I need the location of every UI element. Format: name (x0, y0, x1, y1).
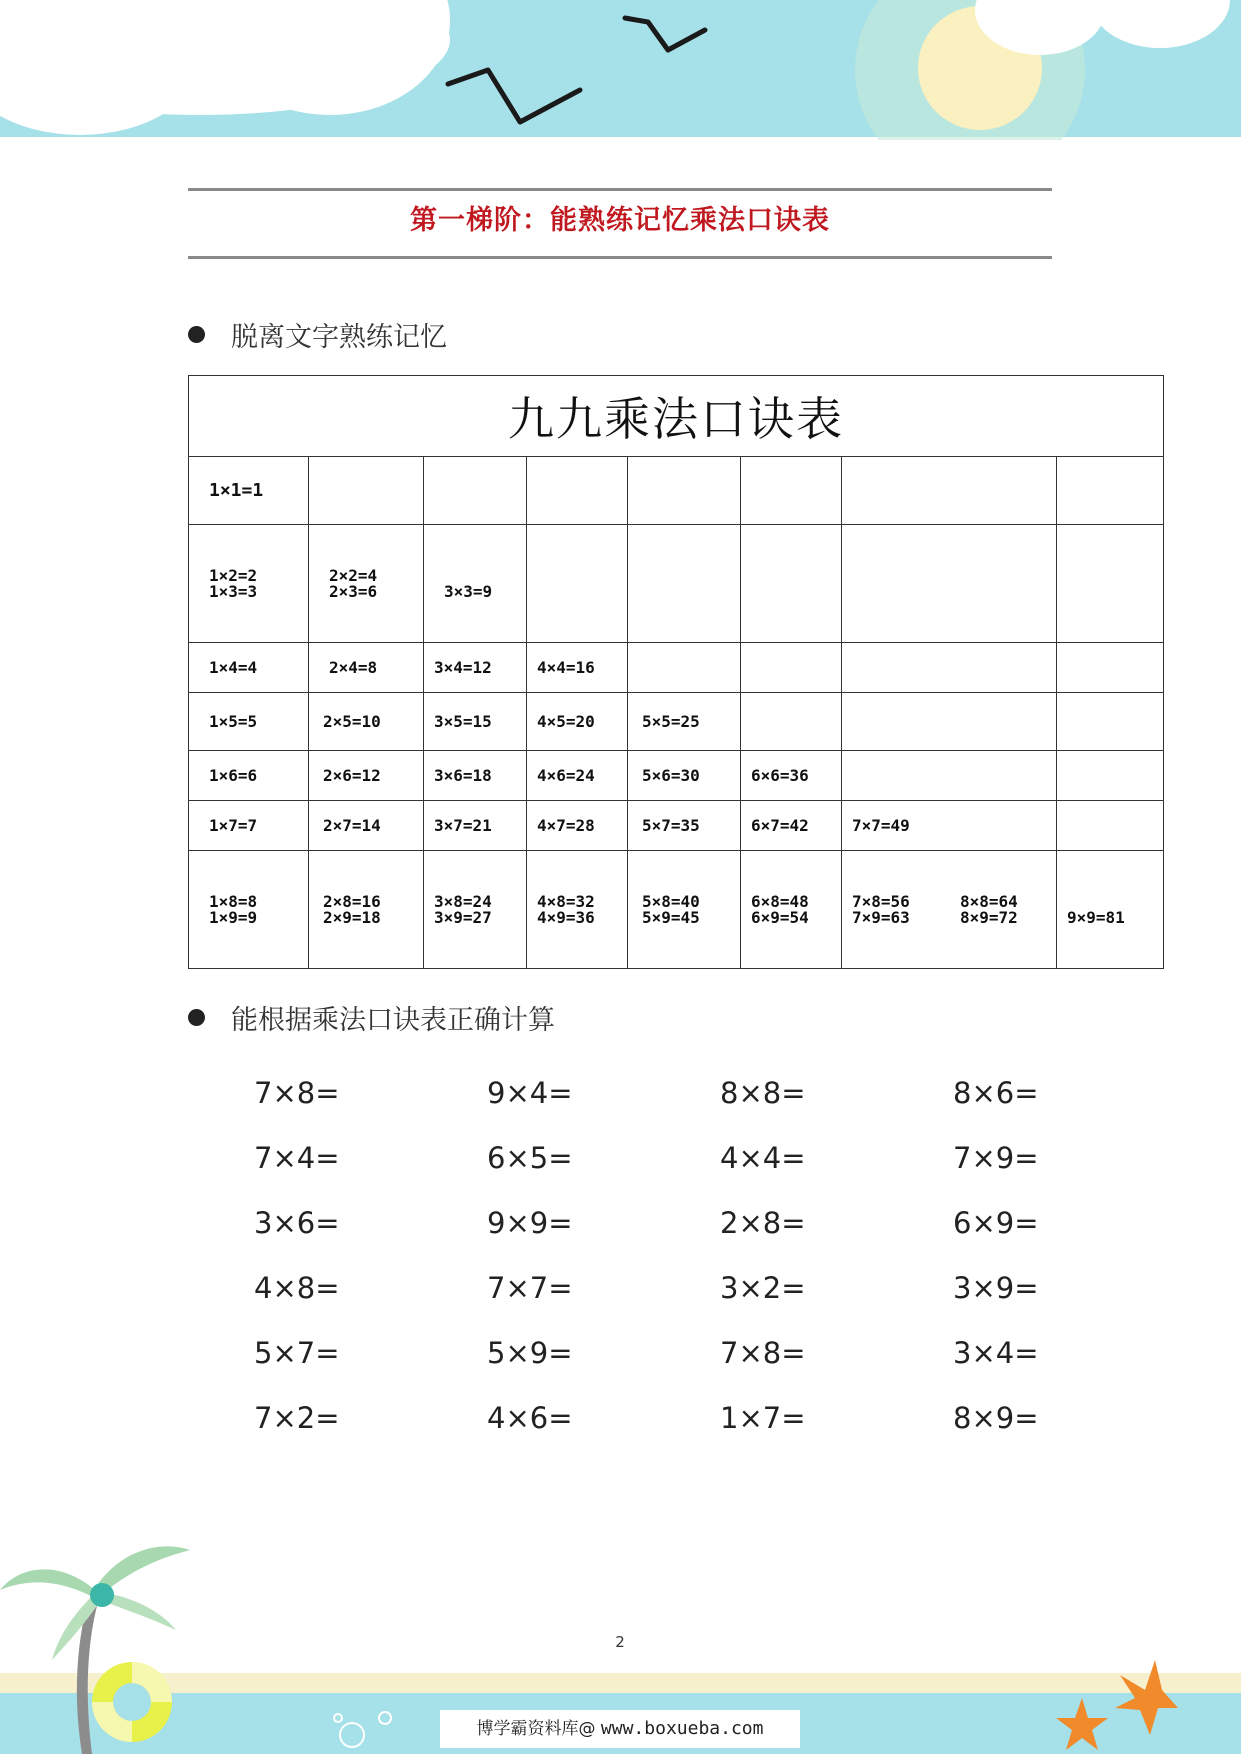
sand-strip (0, 1673, 1241, 1693)
exercise-row (254, 1320, 1194, 1385)
table-cell: 7×7=49 (852, 815, 910, 835)
table-row (189, 851, 1164, 969)
table-cell: 5×9=45 (642, 907, 700, 927)
bullet-icon (188, 1009, 205, 1026)
table-row (189, 751, 1164, 801)
table-cell: 2×8=16 (323, 891, 381, 911)
section-1-bullet (188, 315, 447, 354)
exercise-item: 3×9= (953, 1270, 1039, 1305)
table-cell: 6×9=54 (751, 907, 809, 927)
table-cell: 4×7=28 (537, 815, 595, 835)
exercise-item: 4×6= (487, 1400, 573, 1435)
exercise-item: 4×8= (254, 1270, 340, 1305)
footer-label: 博学霸资料库@ (476, 1719, 596, 1739)
exercise-item: 3×6= (254, 1205, 340, 1240)
table-cell: 3×7=21 (434, 815, 492, 835)
page-number: 2 (615, 1633, 625, 1651)
table-row (189, 643, 1164, 693)
table-cell: 5×8=40 (642, 891, 700, 911)
exercise-item: 3×4= (953, 1335, 1039, 1370)
table-cell: 4×8=32 (537, 891, 595, 911)
table-cell: 3×5=15 (434, 711, 492, 731)
section-2-label: 能根据乘法口诀表正确计算 (231, 1005, 555, 1036)
table-cell: 2×7=14 (323, 815, 381, 835)
table-cell: 1×9=9 (209, 907, 258, 927)
exercise-item: 7×2= (254, 1400, 340, 1435)
table-cell: 9×9=81 (1067, 907, 1125, 927)
float-ring-icon (92, 1662, 172, 1742)
table-cell: 7×8=56 (852, 891, 910, 911)
exercise-item: 7×8= (254, 1075, 340, 1110)
section-1-label: 脱离文字熟练记忆 (231, 322, 447, 353)
table-row (189, 693, 1164, 751)
exercise-row (254, 1385, 1194, 1450)
bullet-icon (188, 326, 205, 343)
exercise-item: 7×7= (487, 1270, 573, 1305)
table-cell: 1×4=4 (209, 657, 258, 677)
section-2-bullet (188, 998, 555, 1037)
table-cell: 4×6=24 (537, 765, 595, 785)
table-cell: 4×9=36 (537, 907, 595, 927)
footer-watermark (440, 1710, 800, 1748)
table-cell: 5×7=35 (642, 815, 700, 835)
table-cell: 3×3=9 (444, 581, 493, 601)
table-cell: 2×9=18 (323, 907, 381, 927)
footer-url: www.boxueba.com (600, 1718, 764, 1739)
exercise-item: 9×4= (487, 1075, 573, 1110)
table-cell: 1×8=8 (209, 891, 258, 911)
table-row (189, 525, 1164, 643)
exercise-grid (254, 1060, 1194, 1450)
table-cell: 1×3=3 (209, 581, 258, 601)
table-cell: 8×8=64 (960, 891, 1018, 911)
exercise-item: 7×8= (720, 1335, 806, 1370)
exercise-item: 7×4= (254, 1140, 340, 1175)
table-cell: 6×7=42 (751, 815, 809, 835)
multiplication-table (188, 375, 1164, 969)
exercise-item: 5×9= (487, 1335, 573, 1370)
exercise-item: 7×9= (953, 1140, 1039, 1175)
exercise-item: 9×9= (487, 1205, 573, 1240)
table-cell: 2×4=8 (329, 657, 378, 677)
table-cell: 2×5=10 (323, 711, 381, 731)
table-cell: 2×2=4 (329, 565, 378, 585)
table-row (189, 457, 1164, 525)
table-cell: 3×8=24 (434, 891, 492, 911)
exercise-item: 6×5= (487, 1140, 573, 1175)
table-cell: 3×9=27 (434, 907, 492, 927)
header-decoration (0, 0, 1241, 140)
table-cell: 1×2=2 (209, 565, 258, 585)
table-cell: 1×1=1 (209, 479, 264, 501)
heading-rule-top (188, 188, 1052, 191)
exercise-row (254, 1060, 1194, 1125)
table-cell: 2×6=12 (323, 765, 381, 785)
table-cell: 3×6=18 (434, 765, 492, 785)
heading-rule-bottom (188, 256, 1052, 259)
table-cell: 7×9=63 (852, 907, 910, 927)
table-cell: 1×7=7 (209, 815, 258, 835)
page-heading: 第一梯阶：能熟练记忆乘法口诀表 (410, 205, 830, 236)
table-cell: 1×5=5 (209, 711, 258, 731)
exercise-item: 2×8= (720, 1205, 806, 1240)
exercise-item: 4×4= (720, 1140, 806, 1175)
table-title: 九九乘法口诀表 (189, 376, 1164, 457)
exercise-row (254, 1190, 1194, 1255)
exercise-item: 1×7= (720, 1400, 806, 1435)
table-cell: 6×6=36 (751, 765, 809, 785)
exercise-row (254, 1255, 1194, 1320)
table-cell: 5×5=25 (642, 711, 700, 731)
exercise-item: 8×8= (720, 1075, 806, 1110)
table-row (189, 801, 1164, 851)
table-cell: 6×8=48 (751, 891, 809, 911)
table-cell: 3×4=12 (434, 657, 492, 677)
table-cell: 1×6=6 (209, 765, 258, 785)
table-cell: 4×5=20 (537, 711, 595, 731)
exercise-item: 6×9= (953, 1205, 1039, 1240)
table-cell: 2×3=6 (329, 581, 378, 601)
table-cell: 5×6=30 (642, 765, 700, 785)
exercise-item: 3×2= (720, 1270, 806, 1305)
exercise-item: 8×9= (953, 1400, 1039, 1435)
exercise-item: 8×6= (953, 1075, 1039, 1110)
table-cell: 4×4=16 (537, 657, 595, 677)
exercise-item: 5×7= (254, 1335, 340, 1370)
exercise-row (254, 1125, 1194, 1190)
table-cell: 8×9=72 (960, 907, 1018, 927)
